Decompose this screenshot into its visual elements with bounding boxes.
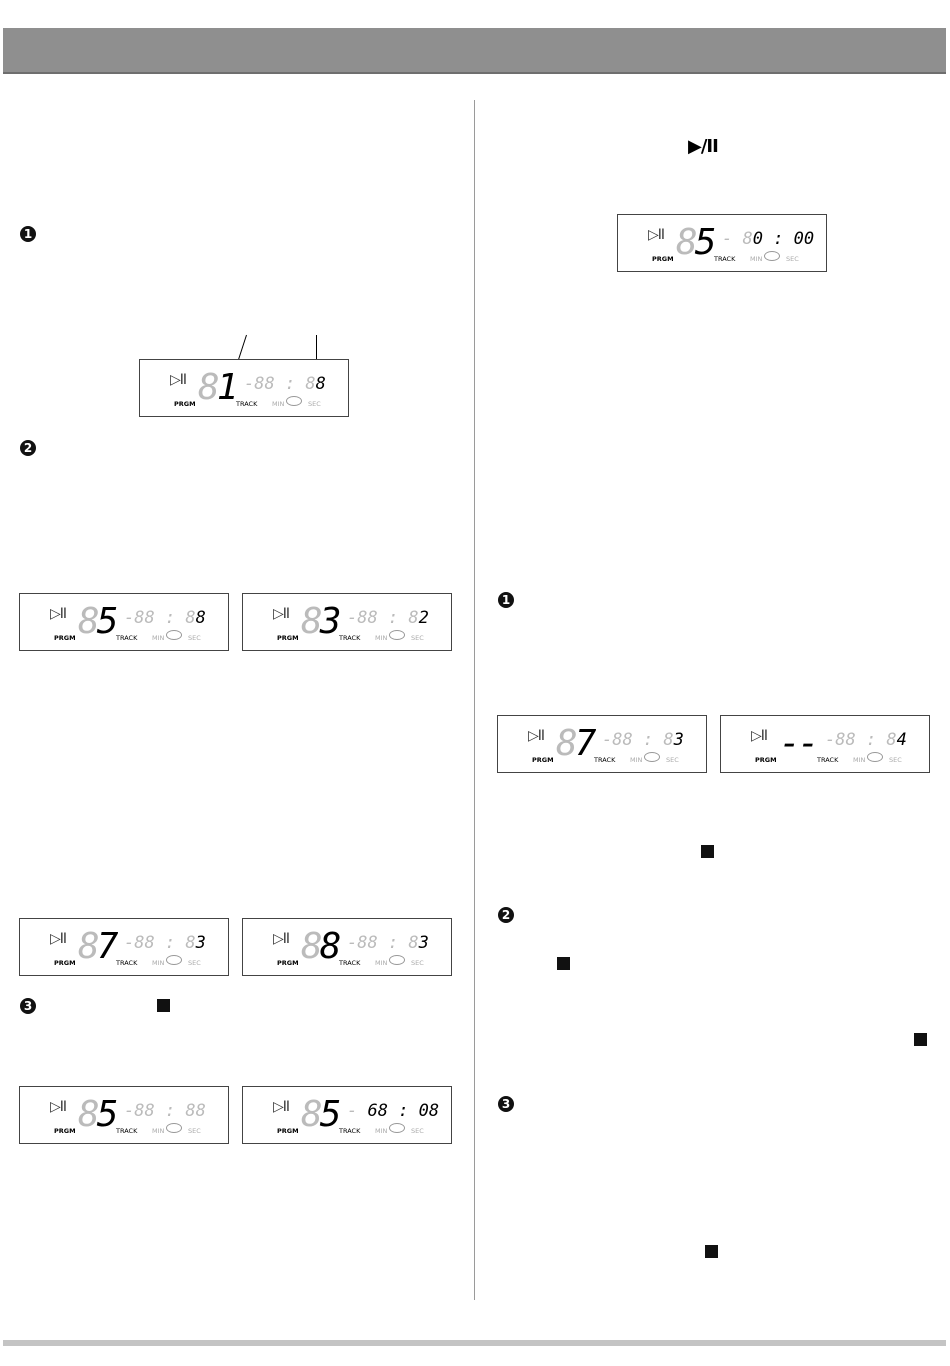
column-divider: [474, 100, 475, 1300]
repeat-loop-icon: [764, 251, 780, 261]
time-dim: -: [347, 1101, 368, 1121]
track-label: TRACK: [817, 756, 839, 764]
step-2-marker-right: 2: [498, 907, 514, 923]
time-lit: 4: [896, 730, 907, 750]
repeat-loop-icon: [389, 630, 405, 640]
sec-label: SEC: [889, 756, 902, 764]
track-digit-lit: 8: [319, 926, 339, 967]
lcd-display: [242, 593, 452, 651]
track-number: [78, 1095, 115, 1135]
min-label: MIN: [853, 756, 866, 764]
stop-button-icon: [701, 845, 714, 858]
min-label: MIN: [152, 1127, 165, 1135]
prgm-label: PRGM: [277, 959, 299, 967]
min-label: MIN: [375, 959, 388, 967]
time-readout: [124, 608, 206, 628]
track-digit-dim: 8: [78, 926, 97, 967]
time-lit: 68 : 08: [367, 1101, 440, 1121]
stop-button-icon: [557, 957, 570, 970]
play-pause-icon: ▶/II: [688, 136, 718, 157]
time-lit: 3: [195, 933, 206, 953]
repeat-loop-icon: [867, 752, 883, 762]
track-digit-lit: 7: [96, 926, 116, 967]
time-readout: [347, 608, 429, 628]
track-digit-dim: 8: [556, 723, 575, 764]
step-1-marker-right: 1: [498, 592, 514, 608]
lcd-display: [720, 715, 930, 773]
track-digit-lit: 5: [319, 1094, 339, 1135]
min-label: MIN: [152, 634, 165, 642]
time-lit: 3: [418, 933, 429, 953]
sec-label: SEC: [188, 634, 201, 642]
time-lit: 8: [315, 374, 326, 394]
time-lit: 3: [673, 730, 684, 750]
track-label: TRACK: [339, 959, 361, 967]
time-readout: [347, 933, 429, 953]
time-readout: [825, 730, 907, 750]
time-dim: -88 : 8: [602, 730, 674, 750]
lcd-display: [242, 1086, 452, 1144]
play-pause-indicator-icon: ▷II: [50, 606, 67, 622]
sec-label: SEC: [188, 1127, 201, 1135]
lcd-display: [617, 214, 827, 272]
lcd-display: [19, 918, 229, 976]
track-digit-lit: 5: [694, 222, 714, 263]
time-dim: -88 : 8: [347, 933, 419, 953]
time-dim: - 8: [722, 229, 753, 249]
repeat-loop-icon: [166, 955, 182, 965]
time-readout: [602, 730, 684, 750]
time-dim: -88 : 8: [825, 730, 897, 750]
step-2-marker: 2: [20, 440, 36, 456]
track-digit-dim: 8: [301, 601, 320, 642]
stop-button-icon: [157, 999, 170, 1012]
track-number: [301, 602, 338, 642]
time-readout: [124, 1101, 206, 1121]
track-digit-dim: 8: [78, 1094, 97, 1135]
play-pause-indicator-icon: ▷II: [273, 931, 290, 947]
min-label: MIN: [272, 400, 285, 408]
track-number: [556, 724, 593, 764]
min-label: MIN: [750, 255, 763, 263]
track-number: [779, 724, 816, 764]
track-digit-dim: 8: [676, 222, 695, 263]
min-label: MIN: [152, 959, 165, 967]
time-readout: [124, 933, 206, 953]
track-digit-lit: 1: [216, 367, 236, 408]
prgm-label: PRGM: [755, 756, 777, 764]
track-digit-dim: 8: [198, 367, 217, 408]
play-pause-indicator-icon: ▷II: [648, 227, 665, 243]
repeat-loop-icon: [166, 630, 182, 640]
repeat-loop-icon: [389, 955, 405, 965]
sec-label: SEC: [308, 400, 321, 408]
prgm-label: PRGM: [652, 255, 674, 263]
time-dim: -88 : 8: [347, 608, 419, 628]
time-dim: -88 : 8: [244, 374, 316, 394]
play-pause-indicator-icon: ▷II: [273, 606, 290, 622]
track-digit-dim: 8: [78, 601, 97, 642]
stop-button-icon: [705, 1245, 718, 1258]
play-pause-indicator-icon: ▷II: [50, 1099, 67, 1115]
repeat-loop-icon: [389, 1123, 405, 1133]
track-number: [301, 927, 338, 967]
sec-label: SEC: [786, 255, 799, 263]
track-label: TRACK: [116, 1127, 138, 1135]
min-label: MIN: [375, 634, 388, 642]
prgm-label: PRGM: [532, 756, 554, 764]
track-digit-lit: 3: [319, 601, 339, 642]
time-lit: 2: [418, 608, 429, 628]
track-number: [676, 223, 713, 263]
track-label: TRACK: [339, 1127, 361, 1135]
track-number: [198, 368, 235, 408]
play-pause-indicator-icon: ▷II: [170, 372, 187, 388]
min-label: MIN: [630, 756, 643, 764]
sec-label: SEC: [411, 634, 424, 642]
prgm-label: PRGM: [54, 1127, 76, 1135]
time-readout: [244, 374, 326, 394]
track-number: [78, 602, 115, 642]
repeat-loop-icon: [644, 752, 660, 762]
track-label: TRACK: [339, 634, 361, 642]
footer-bar: [3, 1340, 946, 1346]
track-digit-dim: 8: [301, 1094, 320, 1135]
track-label: TRACK: [116, 634, 138, 642]
track-label: TRACK: [594, 756, 616, 764]
min-label: MIN: [375, 1127, 388, 1135]
lcd-display: [19, 593, 229, 651]
sec-label: SEC: [411, 1127, 424, 1135]
time-lit: 0 : 00: [752, 229, 815, 249]
time-dim: -88 : 8: [124, 608, 196, 628]
track-number: [78, 927, 115, 967]
header-bar: [3, 28, 946, 74]
sec-label: SEC: [188, 959, 201, 967]
time-dim: -88 : 88: [124, 1101, 206, 1121]
stop-button-icon: [914, 1033, 927, 1046]
play-pause-indicator-icon: ▷II: [273, 1099, 290, 1115]
track-label: TRACK: [236, 400, 258, 408]
lcd-display: [497, 715, 707, 773]
play-pause-indicator-icon: ▷II: [751, 728, 768, 744]
repeat-loop-icon: [166, 1123, 182, 1133]
time-readout: [722, 229, 814, 249]
track-label: TRACK: [714, 255, 736, 263]
step-3-marker: 3: [20, 998, 36, 1014]
track-number: [301, 1095, 338, 1135]
repeat-loop-icon: [286, 396, 302, 406]
prgm-label: PRGM: [174, 400, 196, 408]
track-digit-lit: 7: [574, 723, 594, 764]
time-dim: -88 : 8: [124, 933, 196, 953]
sec-label: SEC: [666, 756, 679, 764]
time-readout: [347, 1101, 439, 1121]
lcd-display: [242, 918, 452, 976]
prgm-label: PRGM: [277, 1127, 299, 1135]
step-3-marker-right: 3: [498, 1096, 514, 1112]
time-lit: 8: [195, 608, 206, 628]
lcd-display: [19, 1086, 229, 1144]
prgm-label: PRGM: [54, 634, 76, 642]
track-digit-lit: 5: [96, 601, 116, 642]
lcd-display: [139, 359, 349, 417]
prgm-label: PRGM: [54, 959, 76, 967]
play-pause-indicator-icon: ▷II: [528, 728, 545, 744]
play-pause-indicator-icon: ▷II: [50, 931, 67, 947]
sec-label: SEC: [411, 959, 424, 967]
step-1-marker: 1: [20, 226, 36, 242]
track-digit-dim: 8: [301, 926, 320, 967]
track-digit-lit: 5: [96, 1094, 116, 1135]
prgm-label: PRGM: [277, 634, 299, 642]
track-label: TRACK: [116, 959, 138, 967]
track-digit-lit: --: [779, 723, 817, 764]
